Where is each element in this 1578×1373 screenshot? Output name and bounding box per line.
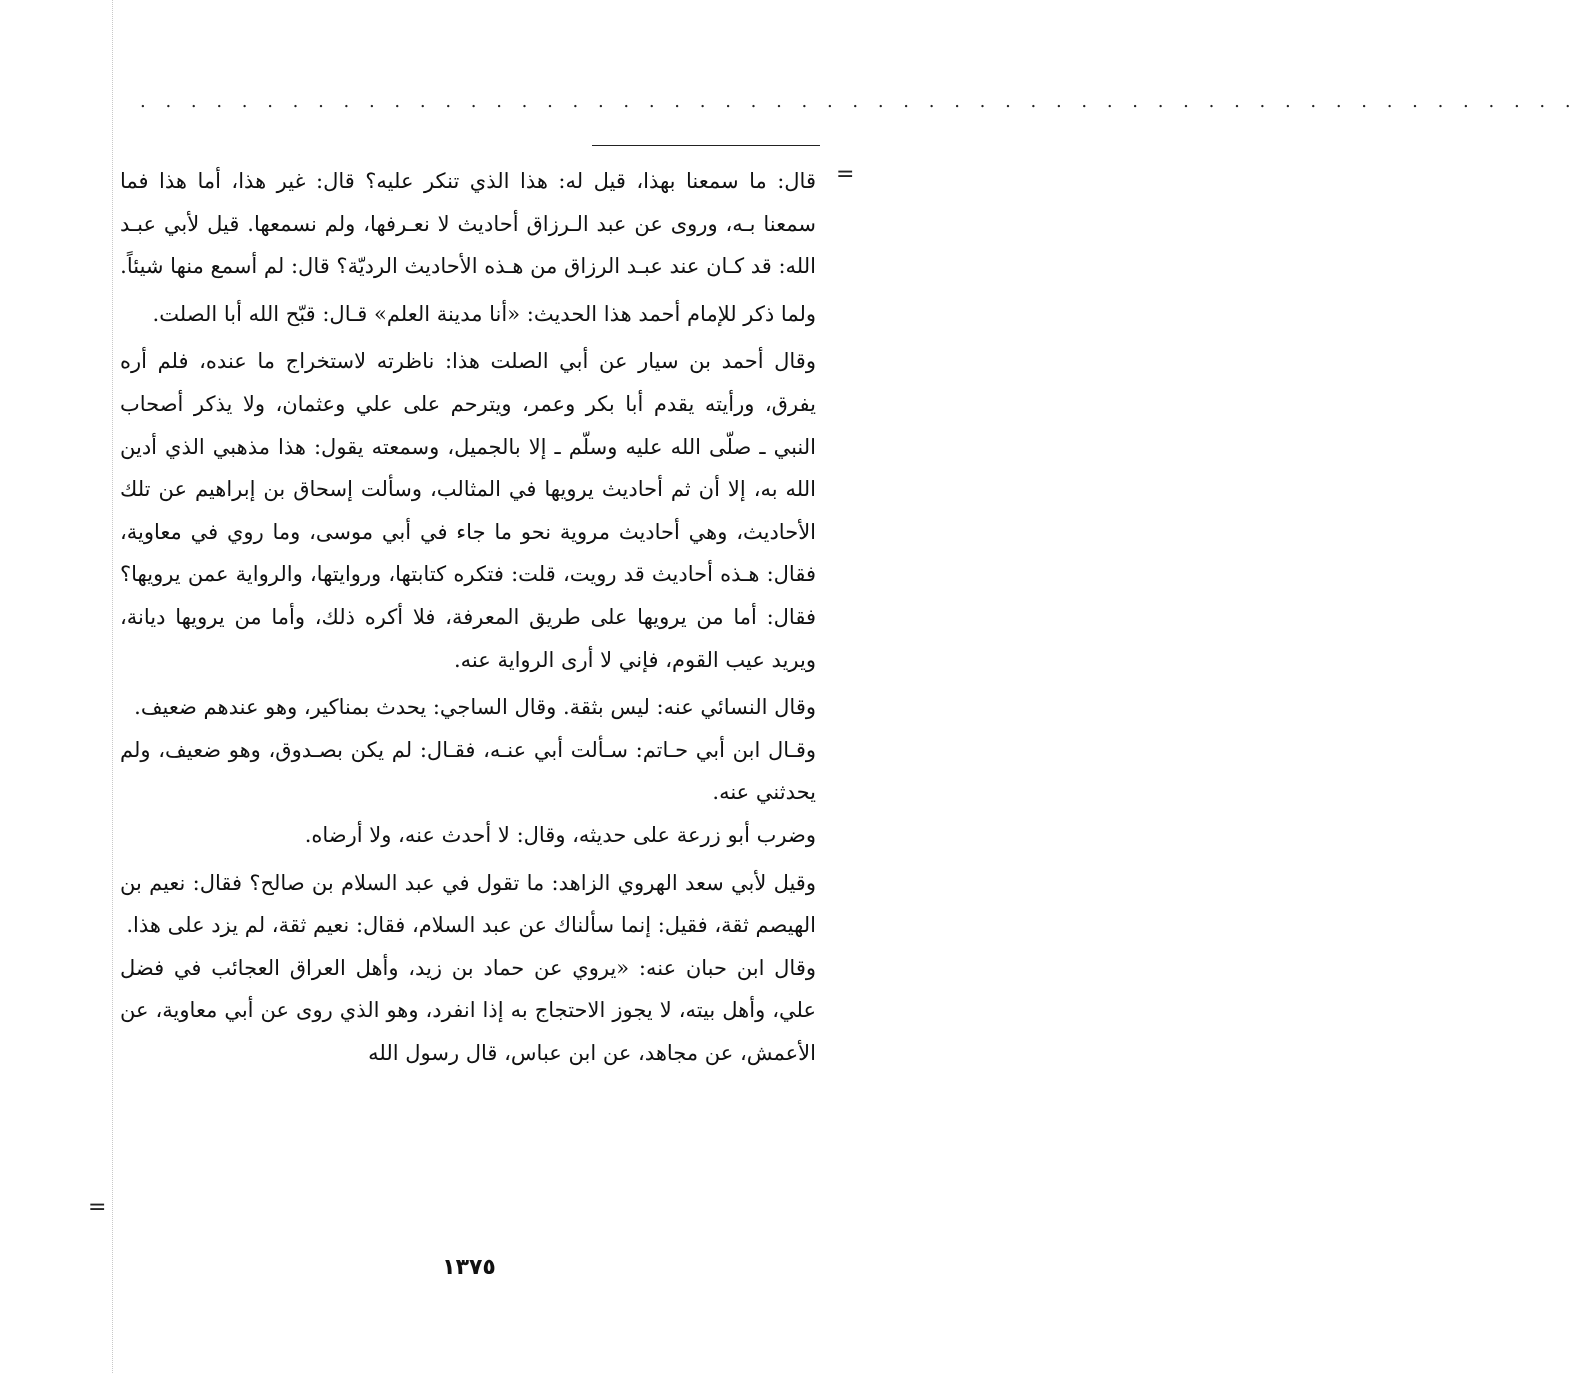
continuation-mark-top: = xyxy=(836,162,855,187)
paragraph-ahmad-bin-sayyar: وقال أحمد بن سيار عن أبي الصلت هذا: ناظرته لاستخراج ما عنده، فلم أره يفرق، ورأيته يقدم أبا بكر وعمر، ويترحم على علي وعثمان، ولا يذكر أصحاب النبي ـ صلّى الله عليه وسلّم ـ إلا بالجميل، وسمعته يقول: هذا مذهبي الذي أدين الله به، إلا أن ثم أحاديث يرويها في المثالب، وسألت إسحاق بن إبراهيم عن تلك الأحاديث، وهي أحاديث مروية نحو ما جاء في أبي موسى، وما روي في معاوية، فقال: هـذه أحاديث قد رويت، قلت: فتكره كتابتها، وروايتها، والرواية عمن يرويها؟ فقال: أما من يرويها على طريق المعرفة، فلا أكره ذلك، وأما من يرويها ديانة، ويريد عيب القوم، فإني لا أرى الرواية عنه. xyxy=(120,349,816,672)
page-number: ١٣٧٥ xyxy=(442,1255,496,1280)
dotted-separator-rule: . . . . . . . . . . . . . . . . . . . . . . . . . . . . . . . . . . . . . . . . . . . . . . . . . . . . . . . . . xyxy=(140,91,1578,112)
footnote-text xyxy=(120,160,816,1074)
binding-edge-line xyxy=(112,0,113,1373)
paragraph-abu-saad-al-harawi: وقيل لأبي سعد الهروي الزاهد: ما تقول في عبد السلام بن صالح؟ فقال: نعيم بن الهيصم ثقة، فقيل: إنما سألناك عن عبد السلام، فقال: نعيم ثقة، لم يزد على هذا. xyxy=(120,870,816,938)
paragraph-ibn-hibban: وقال ابن حبان عنه: «يروي عن حماد بن زيد، وأهل العراق العجائب في فضل علي، وأهل بيته، لا يجوز الاحتجاج به إذا انفرد، وهو الذي روى عن أبي معاوية، عن الأعمش، عن مجاهد، عن ابن عباس، قال رسول الله xyxy=(120,955,816,1065)
paragraph-quote-abd-al-razzaq: قال: ما سمعنا بهذا، قيل له: هذا الذي تنكر عليه؟ قال: غير هذا، أما هذا فما سمعنا بـه، وروى عن عبد الـرزاق أحاديث لا نعـرفها، ولم نسمعها. قيل لأبي عبـد الله: قد كـان عند عبـد الرزاق من هـذه الأحاديث الرديّة؟ قال: لم أسمع منها شيئاً. xyxy=(120,169,816,279)
paragraph-ibn-abi-hatim: وقـال ابن أبي حـاتم: سـألت أبي عنـه، فقـال: لم يكن بصـدوق، وهو ضعيف، ولم يحدثني عنه. xyxy=(120,737,816,805)
continuation-mark-bottom: = xyxy=(88,1195,107,1220)
paragraph-abu-zura: وضرب أبو زرعة على حديثه، وقال: لا أحدث عنه، ولا أرضاه. xyxy=(304,822,816,847)
paragraph-imam-ahmad: ولما ذكر للإمام أحمد هذا الحديث: «أنا مدينة العلم» قـال: قبّح الله أبا الصلت. xyxy=(152,301,816,326)
paragraph-nasai: وقال النسائي عنه: ليس بثقة. وقال الساجي: يحدث بمناكير، وهو عندهم ضعيف. xyxy=(134,695,816,720)
footnote-rule xyxy=(592,145,820,146)
